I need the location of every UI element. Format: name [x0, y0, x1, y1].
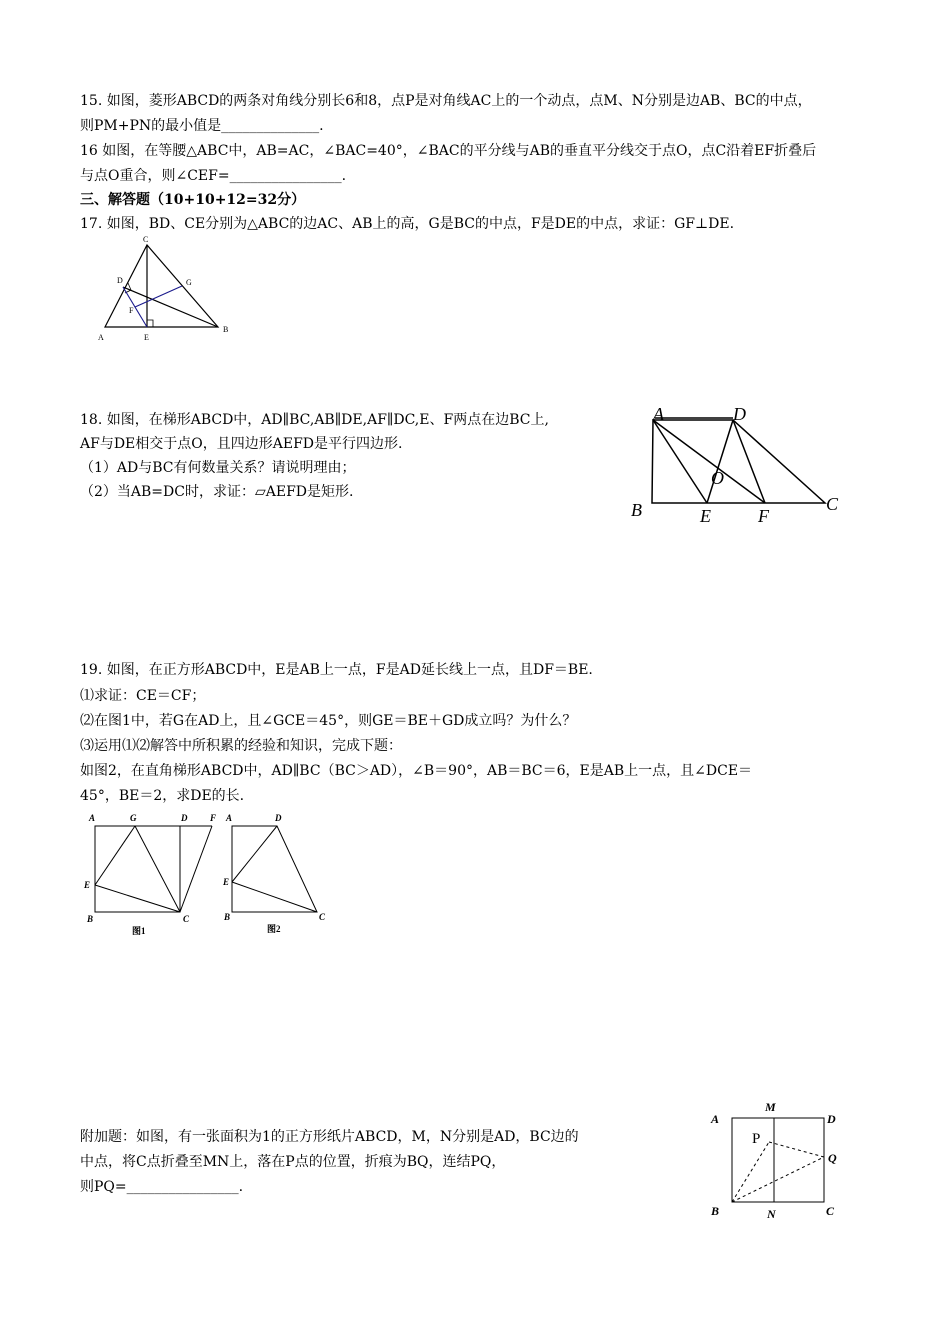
q18-line-4: （2）当AB=DC时，求证：▱AEFD是矩形.	[80, 484, 354, 500]
q18-label-b: B	[631, 500, 642, 520]
q16-line-2: 与点O重合，则∠CEF=________________.	[80, 168, 347, 184]
q19f2-label-d: D	[275, 813, 282, 823]
q19f1-label-b: B	[87, 914, 94, 924]
q19-line-1: 19. 如图，在正方形ABCD中，E是AB上一点，F是AD延长线上一点，且DF＝BE.	[80, 662, 593, 678]
q17-label-b: B	[223, 325, 229, 334]
q19f1-label-e: E	[84, 880, 91, 890]
q18-label-d: D	[733, 404, 746, 424]
bonus-label-d: D	[827, 1112, 836, 1126]
q19f1-label-g: G	[130, 813, 137, 823]
q17-figure	[95, 235, 245, 350]
q18-label-a: A	[653, 404, 664, 424]
q17-label-a: A	[98, 333, 104, 342]
q16-line-1: 16 如图，在等腰△ABC中，AB=AC，∠BAC=40°，∠BAC的平分线与AB的垂直平分线交于点O，点C沿着EF折叠后	[80, 143, 817, 159]
q18-label-f: F	[758, 506, 769, 526]
bonus-label-c: C	[826, 1204, 835, 1218]
bonus-label-m: M	[765, 1100, 776, 1114]
q18-label-e: E	[700, 506, 711, 526]
q18-line-3: （1）AD与BC有何数量关系？请说明理由；	[80, 460, 356, 476]
bonus-line-2: 中点，将C点折叠至MN上，落在P点的位置，折痕为BQ，连结PQ，	[80, 1154, 506, 1170]
q19-figure-1	[80, 810, 225, 940]
q19f2-label-e: E	[223, 877, 230, 887]
q17-text: 17. 如图，BD、CE分别为△ABC的边AC、AB上的高，G是BC的中点，F是DE的中点，求证：GF⊥DE.	[80, 216, 735, 232]
q19-figure-1-caption: 图1	[132, 926, 146, 936]
q19-line-5: 如图2，在直角梯形ABCD中，AD∥BC（BC＞AD），∠B＝90°，AB＝BC＝6，E是AB上一点，且∠DCE＝	[80, 763, 753, 779]
q18-figure	[625, 400, 850, 525]
bonus-label-n: N	[767, 1207, 776, 1221]
q18-line-1: 18. 如图，在梯形ABCD中，AD∥BC,AB∥DE,AF∥DC,E、F两点在边BC上,	[80, 412, 549, 428]
q17-label-d: D	[117, 276, 123, 285]
q19-figure-2-caption: 图2	[267, 924, 281, 934]
q18-line-2: AF与DE相交于点O，且四边形AEFD是平行四边形.	[80, 436, 403, 452]
q19-line-4: ⑶运用⑴⑵解答中所积累的经验和知识，完成下题：	[80, 738, 402, 754]
q15-line-2: 则PM+PN的最小值是______________.	[80, 118, 324, 134]
bonus-line-1: 附加题：如图，有一张面积为1的正方形纸片ABCD，M，N分别是AD，BC边的	[80, 1129, 579, 1145]
bonus-label-b: B	[711, 1204, 720, 1218]
q18-label-o: O	[711, 468, 724, 488]
q19f2-label-a: A	[226, 813, 233, 823]
q19f2-label-c: C	[319, 912, 326, 922]
q19f1-label-f: F	[210, 813, 217, 823]
section-heading: 三、解答题（10+10+12=32分）	[80, 192, 306, 208]
q17-label-g: G	[186, 278, 192, 287]
bonus-line-3: 则PQ=________________.	[80, 1179, 244, 1195]
bonus-label-a: A	[711, 1112, 720, 1126]
bonus-label-q: Q	[828, 1151, 837, 1165]
q19-line-6: 45°，BE＝2，求DE的长.	[80, 788, 245, 804]
q17-label-e: E	[144, 333, 149, 342]
q19f2-label-b: B	[224, 912, 231, 922]
q19f1-label-c: C	[183, 914, 190, 924]
q19-line-3: ⑵在图1中，若G在AD上，且∠GCE＝45°，则GE＝BE＋GD成立吗？为什么？	[80, 713, 577, 729]
bonus-label-p: P	[752, 1131, 761, 1147]
q19f1-label-d: D	[181, 813, 188, 823]
q17-label-f: F	[129, 306, 134, 315]
q15-line-1: 15. 如图，菱形ABCD的两条对角线分别长6和8，点P是对角线AC上的一个动点，点M、N分别是边AB、BC的中点，	[80, 93, 812, 109]
q19-line-2: ⑴求证：CE＝CF；	[80, 688, 206, 704]
q19f1-label-a: A	[89, 813, 96, 823]
q18-label-c: C	[826, 494, 839, 514]
q17-label-c: C	[143, 235, 149, 244]
bonus-figure	[705, 1095, 855, 1225]
q19-figure-2	[220, 810, 335, 940]
